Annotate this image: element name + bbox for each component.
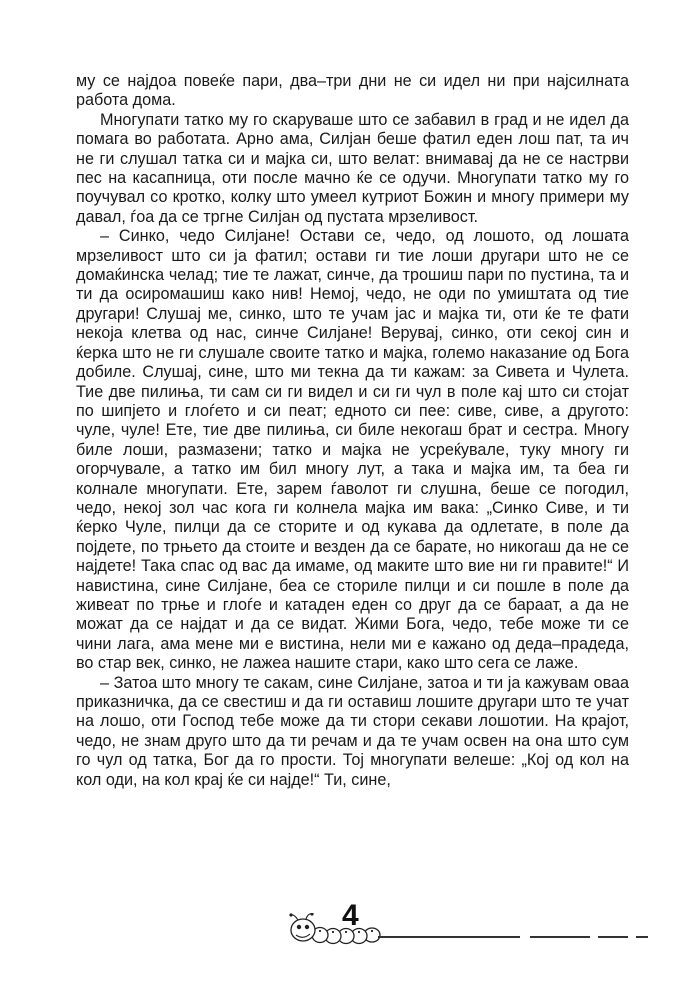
caterpillar-icon — [286, 913, 386, 945]
paragraph: – Затоа што многу те сакам, сине Силјане, затоа и ти ја кажувам оваа приказничка, да се свестиш и да ги оставиш лошите другари што те учат на лошо, оти Господ тебе може да ти стори секави лошотии. На крајот, чедо, не знам друго што да ти речам и да те учам освен на она што сум го чул од татка, Бог да го прости. Тој многупати велеше: „Кој од кол на кол оди, на кол крај ќе си најде!“ Ти, сине, — [76, 673, 629, 789]
footer-rule — [378, 936, 520, 938]
page-number: 4 — [342, 899, 359, 932]
text-body — [76, 72, 629, 892]
paragraph: Многупати татко му го скаруваше што се забавил в град и не идел да помага во работата. Арно ама, Силјан беше фатил еден лош пат, та ич не ги слушал татка си и мајка си, што велат: внимавај да не се настрви пес на касапница, оти после мачно ќе се одучи. Многупати татко му го поучувал со кротко, колку што умеел кутриот Божин и многу примери му давал, ѓоа да се тргне Силјан од пустата мрзеливост. — [76, 110, 629, 226]
footer-rule — [636, 936, 648, 938]
page-footer — [286, 899, 656, 950]
paragraph: – Синко, чедо Силјане! Остави се, чедо, од лошото, од лошата мрзеливост што си ја фатил; остави ги тие лоши другари што не се домаќинска челад; тие те лажат, синче, да трошиш пари по пустина, та и ти да осиромашиш како нив! Немој, чедо, не оди по умиштата од тие другари! Слушај ме, синко, што те учам јас и мајка ти, оти ќе те фати некоја клетва од нас, синче Силјане! Верувај, синко, оти секој син и ќерка што не ги слушале своите татко и мајка, големо наказание од Бога добиле. Слушај, сине, што ми текна да ти кажам: за Сивета и Чулета. Тие две пилиња, ти сам си ги видел и си ги чул в поле кај што си стојат по шипјето и глоѓето и си пеат; едното си пее: сиве, сиве, а другото: чуле, чуле! Ете, тие две пилиња, си биле некогаш брат и сестра. Многу биле лоши, размазени; татко и мајка не усреќувале, туку многу ги огорчувале, а татко им бил многу лут, а така и мајка им, та беа ги колнале многупати. Ете, зарем ѓаволот ги слушна, беше се погодил, чедо, некој зол час кога ги колнела мајка им вака: „Синко Сиве, и ти ќерко Чуле, пилци да се сторите и од кукавa да одлетате, в поле да појдете, по трњето да стоите и вездeн да се барате, но никогаш да не се најдете! Така спас од вас да имаме, од маките што вие ни ги правите!“ И навистина, сине Силјане, беа се сториле пилци и си пошле в поле да живеат по трње и глоѓе и катаден еден со друг да се бараат, а да не можат да се најдат и да се видат. Жими Бога, чедо, тебе може ти се чини лага, ама мене ми е вистина, нели ми е кажано од деда–прадеда, во стар век, синко, не лажеа нашите стари, како што сега се лаже. — [76, 227, 629, 673]
footer-rule — [598, 936, 628, 938]
footer-rule — [530, 936, 590, 938]
paragraph-continuation: му се најдоа повеќе пари, два–три дни не си идел ни при најсилната работа дома. — [76, 72, 629, 110]
